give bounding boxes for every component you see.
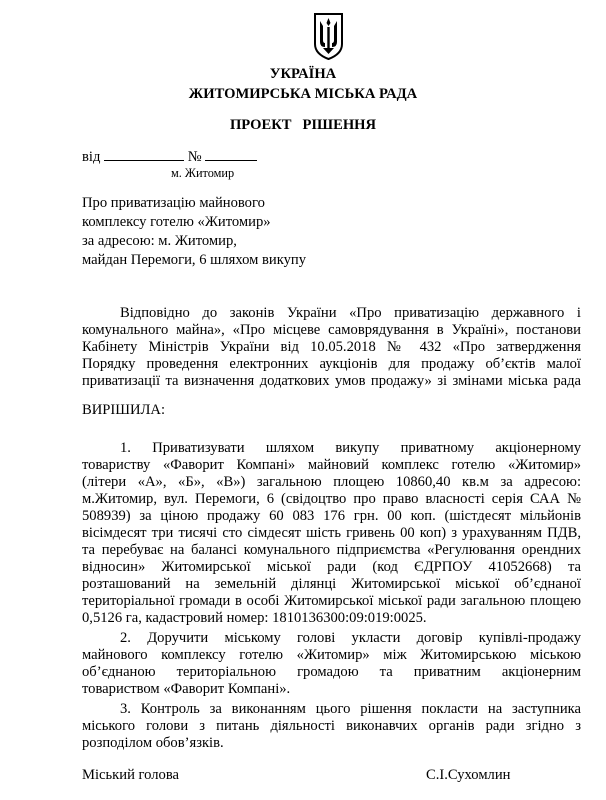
date-label: від <box>82 149 101 165</box>
item-2-line: 2. Доручити міському голові укласти договір купівлі-продажу <box>120 630 581 646</box>
item-1-line: вісімдесят три тисячі сто сімдесят шість гривень 00 коп) з урахуванням ПДВ, <box>82 525 581 541</box>
preamble-line: приватизації та визначення додаткових умов продажу» зі змінами міська рада <box>82 373 581 389</box>
date-number-line <box>82 148 257 166</box>
item-3-line: розподілом обов’язків. <box>82 735 224 751</box>
subject-line: майдан Перемоги, 6 шляхом викупу <box>82 252 307 268</box>
item-3-line: міського голови з питань діяльності виконавчих органів ради згідно з <box>82 718 581 734</box>
item-1-line: відносин» Житомирської міської ради (код ЄДРПОУ 41052668) та <box>82 559 581 575</box>
signature-name: С.І.Сухомлин <box>426 767 511 783</box>
item-2-line: об’єднаною територіальною громадою та приватним акціонерним <box>82 664 581 680</box>
item-1-line: 0,5126 га, кадастровий номер: 1810136300:09:019:0025. <box>82 610 427 626</box>
preamble-line: Відповідно до законів України «Про приватизацію державного і <box>120 305 581 321</box>
document-type-heading: ПРОЕКТ РІШЕННЯ <box>229 117 377 133</box>
signature-title: Міський голова <box>82 767 180 783</box>
subject-line: за адресою: м. Житомир, <box>82 233 237 249</box>
item-1-line: 1. Приватизувати шляхом викупу приватному акціонерному <box>120 440 581 456</box>
item-1-line: (літери «А», «Б», «В») загальною площею 10860,40 кв.м за адресою: <box>82 474 581 490</box>
subject-line: комплексу готелю «Житомир» <box>82 214 271 230</box>
item-1-line: м.Житомир, вул. Перемоги, 6 (свідоцтво про право власності серія САА № <box>82 491 581 507</box>
city-label: м. Житомир <box>171 166 235 180</box>
subject-line: Про приватизацію майнового <box>82 195 265 211</box>
country-heading: УКРАЇНА <box>269 66 337 82</box>
preamble-line: Порядку проведення електронних аукціонів для продажу об’єктів малої <box>82 356 581 372</box>
item-2-line: майнового комплексу готелю «Житомир» між Житомирською міською <box>82 647 581 663</box>
trident-coat-of-arms-icon <box>313 12 344 60</box>
preamble-line: Кабінету Міністрів України від 10.05.2018 № 432 «Про затвердження <box>82 339 581 355</box>
preamble-line: комунального майна», «Про місцеве самоврядування в Україні», постанови <box>82 322 581 338</box>
date-blank <box>104 148 184 161</box>
number-label: № <box>187 149 202 165</box>
resolved-heading: ВИРІШИЛА: <box>82 402 166 418</box>
item-2-line: товариством «Фаворит Компані». <box>82 681 291 697</box>
council-heading: ЖИТОМИРСЬКА МІСЬКА РАДА <box>188 86 418 102</box>
item-1-line: територіальної громади в особі Житомирської міської ради загальною площею <box>82 593 581 609</box>
item-1-line: та перебуває на балансі комунального підприємства «Регулювання орендних <box>82 542 581 558</box>
item-3-line: 3. Контроль за виконанням цього рішення покласти на заступника <box>120 701 581 717</box>
item-1-line: 508939) за ціною продажу 60 083 176 грн. 00 коп. (шістдесят мільйонів <box>82 508 581 524</box>
item-1-line: розташований на земельній ділянці Житомирської міської об’єднаної <box>82 576 581 592</box>
number-blank <box>205 148 257 161</box>
item-1-line: товариству «Фаворит Компані» майновий комплекс готелю «Житомир» <box>82 457 581 473</box>
